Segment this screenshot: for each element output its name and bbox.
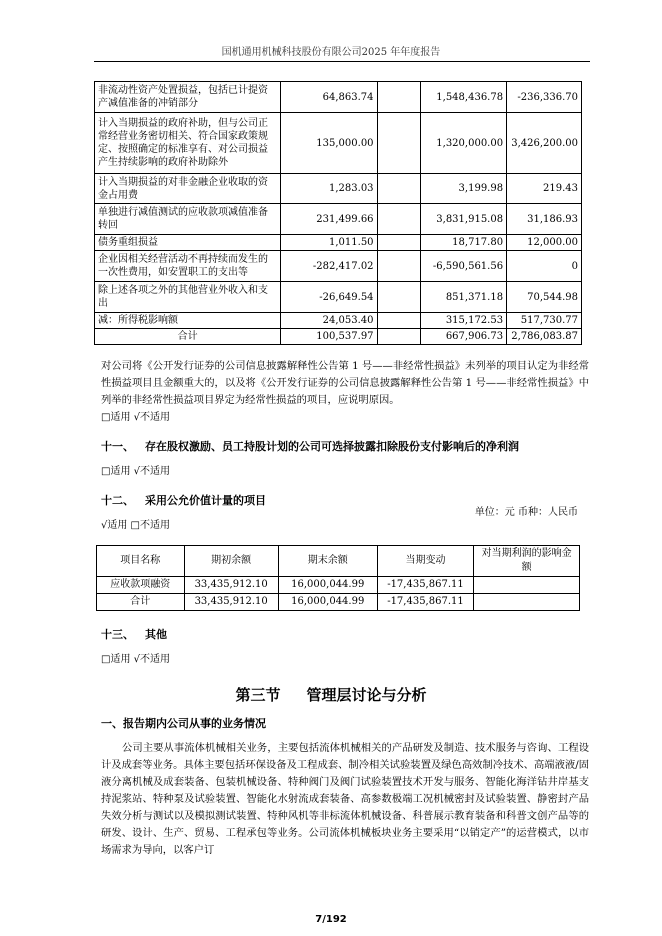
cell-value: -26,649.54 (281, 282, 377, 313)
cell-value: 517,730.77 (507, 313, 582, 329)
total-value: 2,786,083.87 (507, 329, 582, 345)
cell-value (474, 577, 580, 594)
cell-value: 33,435,912.10 (184, 577, 278, 594)
cell-value: -6,590,561.56 (420, 251, 506, 282)
cell-value: 18,717.80 (420, 235, 506, 251)
cell-value: 3,831,915.08 (420, 204, 506, 235)
cell-value: 合计 (97, 594, 185, 611)
section-11-choice: □适用 √不适用 (101, 466, 170, 477)
cell-value: 135,000.00 (281, 113, 377, 174)
table-row (95, 174, 582, 204)
subsection-1-heading: 一、报告期内公司从事的业务情况 (101, 717, 266, 730)
row-label: 非流动性资产处置损益，包括已计提资产减值准备的冲销部分 (95, 82, 281, 113)
cell-value (377, 235, 420, 251)
cell-value: 12,000.00 (507, 235, 582, 251)
cell-value: -17,435,867.11 (377, 594, 474, 611)
header-divider (94, 61, 590, 62)
table-row (95, 251, 582, 282)
page-header: 国机通用机械科技股份有限公司2025 年年度报告 (221, 47, 441, 58)
chapter-name: 管理层讨论与分析 (306, 686, 427, 704)
cell-value: 3,426,200.00 (507, 113, 582, 174)
row-label: 计入当期损益的对非金融企业收取的资金占用费 (95, 174, 281, 204)
fair-value-table (96, 545, 580, 611)
total-row (95, 329, 582, 345)
row-label: 企业因相关经营活动不再持续而发生的一次性费用，如安置职工的支出等 (95, 251, 281, 282)
table-row (95, 235, 582, 251)
total-value (377, 329, 420, 345)
note-paragraph: 对公司将《公开发行证券的公司信息披露解释性公告第 1 号——非经常性损益》未列举的项目认定为非经常性损益项目且金额重大的，以及将《公开发行证券的公司信息披露解释性公告第 1 号——非经常性损益》中列举的非经常性损益项目界定为经常性损益的项目，应说明原因。 (101, 360, 589, 406)
row-label: 减：所得税影响额 (95, 313, 281, 329)
column-header: 期末余额 (278, 546, 377, 577)
total-label: 合计 (95, 329, 281, 345)
cell-value: 31,186.93 (507, 204, 582, 235)
cell-value: 1,320,000.00 (420, 113, 506, 174)
cell-value (377, 82, 420, 113)
section-11-number: 十一、 (101, 440, 134, 453)
column-header: 期初余额 (184, 546, 278, 577)
section-11-title: 存在股权激励、员工持股计划的公司可选择披露扣除股份支付影响后的净利润 (145, 440, 519, 453)
cell-value (474, 594, 580, 611)
cell-value: 0 (507, 251, 582, 282)
column-header: 项目名称 (97, 546, 185, 577)
section-13-choice: □适用 √不适用 (101, 654, 170, 665)
table-row (97, 577, 580, 594)
table-row (95, 82, 582, 113)
table-row (97, 594, 580, 611)
table-row (95, 282, 582, 313)
non-recurring-items-table (94, 81, 582, 345)
cell-value (377, 113, 420, 174)
cell-value (377, 251, 420, 282)
page-number: 7/192 (315, 914, 347, 925)
section-13-title: 其他 (145, 628, 167, 641)
cell-value: 64,863.74 (281, 82, 377, 113)
section-11-heading (101, 438, 519, 454)
table-row (95, 113, 582, 174)
section-12-choice: √适用 □不适用 (101, 520, 170, 531)
column-header: 当期变动 (377, 546, 474, 577)
cell-value: 1,283.03 (281, 174, 377, 204)
cell-value: 851,371.18 (420, 282, 506, 313)
total-value: 667,906.73 (420, 329, 506, 345)
total-value: 100,537.97 (281, 329, 377, 345)
row-label: 除上述各项之外的其他营业外收入和支出 (95, 282, 281, 313)
chapter-title (0, 684, 662, 705)
cell-value (377, 174, 420, 204)
cell-value: -282,417.02 (281, 251, 377, 282)
cell-value: 16,000,044.99 (278, 577, 377, 594)
cell-value: 应收款项融资 (97, 577, 185, 594)
cell-value (377, 204, 420, 235)
section-12-heading (101, 492, 266, 508)
cell-value: 315,172.53 (420, 313, 506, 329)
cell-value: -236,336.70 (507, 82, 582, 113)
cell-value: 70,544.98 (507, 282, 582, 313)
section-13-heading (101, 626, 167, 642)
row-label: 单独进行减值测试的应收款项减值准备转回 (95, 204, 281, 235)
table-row (95, 313, 582, 329)
chapter-number: 第三节 (235, 686, 281, 704)
section-12-number: 十二、 (101, 494, 134, 507)
cell-value: 1,548,436.78 (420, 82, 506, 113)
row-label: 债务重组损益 (95, 235, 281, 251)
cell-value: 231,499.66 (281, 204, 377, 235)
cell-value (377, 282, 420, 313)
cell-value: 16,000,044.99 (278, 594, 377, 611)
cell-value: 3,199.98 (420, 174, 506, 204)
table-row (95, 204, 582, 235)
section-13-number: 十三、 (101, 628, 134, 641)
section-12-title: 采用公允价值计量的项目 (145, 494, 266, 507)
business-paragraph: 公司主要从事流体机械相关业务，主要包括流体机械相关的产品研发及制造、技术服务与咨询、工程设计及成套等业务。具体主要包括环保设备及工程成套、制冷相关试验装置及绿色高效制冷技术、高端液液/固液分离机械及成套装备、包装机械设备、特种阀门及阀门试验装置技术开发与服务、智能化海洋钻井岸基支持泥浆站、特种泵及试验装置、智能化水射流成套装备、高参数极端工况机械密封及试验装置、静密封产品失效分析与测试以及模拟测试装置、特种风机等非标流体机械设备、科普展示教育装备和科普文创产品等的研发、设计、生产、贸易、工程承包等业务。公司流体机械板块业务主要采用“以销定产”的运营模式，以市场需求为导向，以客户订 (101, 742, 589, 856)
cell-value (377, 313, 420, 329)
cell-value: 33,435,912.10 (184, 594, 278, 611)
cell-value: 24,053.40 (281, 313, 377, 329)
cell-value: -17,435,867.11 (377, 577, 474, 594)
cell-value: 219.43 (507, 174, 582, 204)
unit-line: 单位：元 币种：人民币 (474, 507, 578, 518)
row-label: 计入当期损益的政府补助，但与公司正常经营业务密切相关、符合国家政策规定、按照确定的标准享有、对公司损益产生持续影响的政府补助除外 (95, 113, 281, 174)
note-choice: □适用 √不适用 (101, 412, 170, 423)
cell-value: 1,011.50 (281, 235, 377, 251)
column-header: 对当期利润的影响金额 (474, 546, 580, 577)
